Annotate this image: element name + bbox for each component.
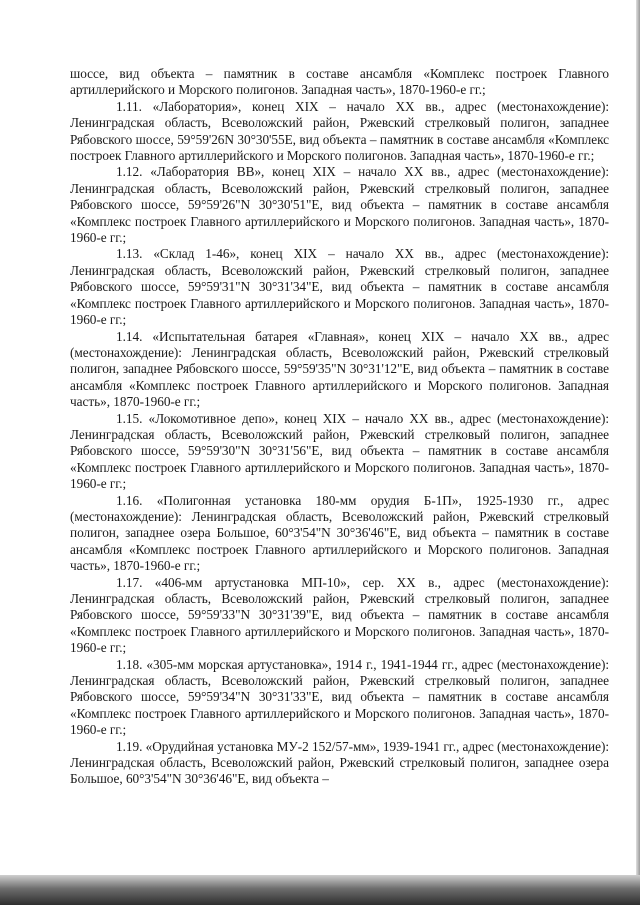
- item-1-15: 1.15. «Локомотивное депо», конец XIX – начало XX вв., адрес (местонахождение): Ленинградская область, Всеволожский район, Ржевский стрелковый полигон, западнее Рябовского шоссе, 59°59'30"N 30°31'56"E, вид объекта – памятник в составе ансамбля «Комплекс построек Главного артиллерийского и Морского полигонов. Западная часть», 1870-1960-е гг.;: [70, 410, 609, 492]
- document-body: [70, 66, 609, 788]
- scan-edge-bottom: [0, 875, 640, 905]
- item-1-14: 1.14. «Испытательная батарея «Главная», конец XIX – начало XX вв., адрес (местонахождение): Ленинградская область, Всеволожский район, Ржевский стрелковый полигон, западнее Рябовского шоссе, 59°59'35"N 30°31'12"E, вид объекта – памятник в составе ансамбля «Комплекс построек Главного артиллерийского и Морского полигонов. Западная часть», 1870-1960-е гг.;: [70, 328, 609, 410]
- item-1-18: 1.18. «305-мм морская артустановка», 1914 г., 1941-1944 гг., адрес (местонахождение): Ленинградская область, Всеволожский район, Ржевский стрелковый полигон, западнее Рябовского шоссе, 59°59'34"N 30°31'33"E, вид объекта – памятник в составе ансамбля «Комплекс построек Главного артиллерийского и Морского полигонов. Западная часть», 1870-1960-е гг.;: [70, 656, 609, 738]
- item-1-19: 1.19. «Орудийная установка МУ-2 152/57-мм», 1939-1941 гг., адрес (местонахождение): Ленинградская область, Всеволожский район, Ржевский стрелковый полигон, западнее озера Большое, 60°3'54"N 30°36'46"E, вид объекта –: [70, 738, 609, 787]
- item-1-17: 1.17. «406-мм артустановка МП-10», сер. XX в., адрес (местонахождение): Ленинградская область, Всеволожский район, Ржевский стрелковый полигон, западнее Рябовского шоссе, 59°59'33"N 30°31'39"E, вид объекта – памятник в составе ансамбля «Комплекс построек Главного артиллерийского и Морского полигонов. Западная часть», 1870-1960-е гг.;: [70, 574, 609, 656]
- item-1-12: 1.12. «Лаборатория ВВ», конец XIX – начало XX вв., адрес (местонахождение): Ленинградская область, Всеволожский район, Ржевский стрелковый полигон, западнее Рябовского шоссе, 59°59'26"N 30°30'51"E, вид объекта – памятник в составе ансамбля «Комплекс построек Главного артиллерийского и Морского полигонов. Западная часть», 1870-1960-е гг.;: [70, 164, 609, 246]
- continuation-paragraph: шоссе, вид объекта – памятник в составе ансамбля «Комплекс построек Главного артиллерийского и Морского полигонов. Западная часть», 1870-1960-е гг.;: [70, 66, 609, 98]
- scan-edge-right: [636, 0, 640, 905]
- item-1-13: 1.13. «Склад 1-46», конец XIX – начало XX вв., адрес (местонахождение): Ленинградская область, Всеволожский район, Ржевский стрелковый полигон, западнее Рябовского шоссе, 59°59'31"N 30°31'34"E, вид объекта – памятник в составе ансамбля «Комплекс построек Главного артиллерийского и Морского полигонов. Западная часть», 1870-1960-е гг.;: [70, 246, 609, 328]
- item-1-16: 1.16. «Полигонная установка 180-мм орудия Б-1П», 1925-1930 гг., адрес (местонахождение): Ленинградская область, Всеволожский район, Ржевский стрелковый полигон, западнее озера Большое, 60°3'54"N 30°36'46"E, вид объекта – памятник в составе ансамбля «Комплекс построек Главного артиллерийского и Морского полигонов. Западная часть», 1870-1960-е гг.;: [70, 492, 609, 574]
- item-1-11: 1.11. «Лаборатория», конец XIX – начало XX вв., адрес (местонахождение): Ленинградская область, Всеволожский район, Ржевский стрелковый полигон, западнее Рябовского шоссе, 59°59'26N 30°30'55E, вид объекта – памятник в составе ансамбля «Комплекс построек Главного артиллерийского и Морского полигонов. Западная часть», 1870-1960-е гг.;: [70, 98, 609, 164]
